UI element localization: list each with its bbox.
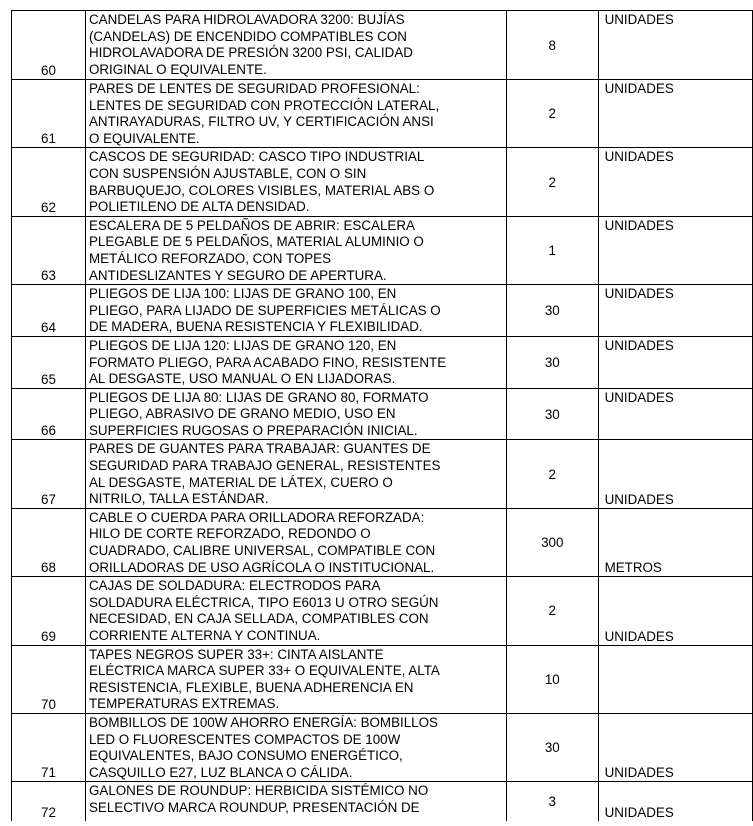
description-line: NECESIDAD, EN CAJA SELLADA, COMPATIBLES CON [88,611,429,627]
description-line: PLIEGO, ABRASIVO DE GRANO MEDIO, USO EN [88,406,396,422]
item-quantity: 3 [506,782,598,821]
description-line: CON SUSPENSIÓN AJUSTABLE, CON O SIN [88,165,367,181]
description-line: GALONES DE ROUNDUP: HERBICIDA SISTÉMICO NO [88,783,429,799]
item-quantity: 2 [506,148,598,216]
description-line: O EQUIVALENTE. [88,130,200,146]
item-unit: UNIDADES [598,11,752,80]
item-number: 70 [12,645,86,713]
description-line: ELÉCTRICA MARCA SUPER 33+ O EQUIVALENTE, ALTA [88,663,440,679]
description-line: TEMPERATURAS EXTREMAS. [88,696,280,712]
description-line: PARES DE LENTES DE SEGURIDAD PROFESIONAL: [88,81,420,96]
item-number: 60 [12,11,86,80]
description-line: EQUIVALENTES, BAJO CONSUMO ENERGÉTICO, [88,748,403,764]
item-quantity: 2 [506,440,598,508]
item-number: 72 [12,782,86,821]
items-table [11,10,753,821]
item-quantity: 2 [506,577,598,645]
table-row [12,285,753,337]
item-description [85,216,506,284]
item-number: 61 [12,80,86,148]
item-description [85,148,506,216]
description-line: CUADRADO, CALIBRE UNIVERSAL, COMPATIBLE CON [88,543,436,559]
item-unit: UNIDADES [598,577,752,645]
item-quantity: 300 [506,508,598,576]
item-number: 63 [12,216,86,284]
item-unit: UNIDADES [598,148,752,216]
table-row [12,782,753,821]
description-line: HILO DE CORTE REFORZADO, REDONDO O [88,526,371,542]
item-quantity: 8 [506,11,598,80]
description-line: (CANDELAS) DE ENCENDIDO COMPATIBLES CON [88,28,407,44]
item-quantity: 30 [506,713,598,781]
item-number: 68 [12,508,86,576]
item-description [85,645,506,713]
description-line: NITRILO, TALLA ESTÁNDAR. [88,491,269,507]
item-quantity: 10 [506,645,598,713]
item-quantity: 2 [506,80,598,148]
description-line: POLIETILENO DE ALTA DENSIDAD. [88,199,310,215]
description-line: METÁLICO REFORZADO, CON TOPES [88,250,332,266]
description-line: ANTIRAYADURAS, FILTRO UV, Y CERTIFICACIÓN ANSI [88,114,434,130]
description-line: CANDELAS PARA HIDROLAVADORA 3200: BUJÍAS [88,12,405,27]
item-description [85,285,506,337]
table-row [12,713,753,781]
table-row [12,216,753,284]
description-line: SUPERFICIES RUGOSAS O PREPARACIÓN INICIAL. [88,422,418,438]
description-line: CORRIENTE ALTERNA Y CONTINUA. [88,628,321,643]
table-row [12,148,753,216]
description-line: SOLDADURA ELÉCTRICA, TIPO E6013 U OTRO SEGÚN [88,594,439,610]
description-line: ORIGINAL O EQUIVALENTE. [88,61,267,77]
item-unit: UNIDADES [598,80,752,148]
table-row [12,80,753,148]
table-row [12,440,753,508]
item-unit: UNIDADES [598,440,752,508]
table-row [12,508,753,576]
item-description [85,388,506,440]
description-line: LENTES DE SEGURIDAD CON PROTECCIÓN LATERAL, [88,97,440,113]
description-line: PLIEGO, PARA LIJADO DE SUPERFICIES METÁLICAS O [88,302,441,318]
description-line: PARES DE GUANTES PARA TRABAJAR: GUANTES DE [88,441,431,457]
description-line: PLEGABLE DE 5 PELDAÑOS, MATERIAL ALUMINIO O [88,234,424,250]
description-line: CASQUILLO E27, LUZ BLANCA O CÁLIDA. [88,764,353,780]
table-row [12,388,753,440]
description-line: PLIEGOS DE LIJA 120: LIJAS DE GRANO 120, EN [88,337,397,353]
table-row [12,645,753,713]
table-row [12,336,753,388]
item-description [85,713,506,781]
description-line: ORILLADORAS DE USO AGRÍCOLA O INSTITUCIONAL. [88,559,435,575]
item-description [85,440,506,508]
item-unit: UNIDADES [598,388,752,440]
item-description [85,80,506,148]
description-line: SEGURIDAD PARA TRABAJO GENERAL, RESISTENTES [88,458,441,474]
item-description [85,508,506,576]
description-line: CASCOS DE SEGURIDAD: CASCO TIPO INDUSTRIAL [88,149,425,165]
item-number: 67 [12,440,86,508]
description-line: ESCALERA DE 5 PELDAÑOS DE ABRIR: ESCALERA [88,217,415,233]
description-line: ANTIDESLIZANTES Y SEGURO DE APERTURA. [88,267,387,283]
item-unit: UNIDADES [598,713,752,781]
description-line: CABLE O CUERDA PARA ORILLADORA REFORZADA: [88,509,425,525]
item-unit: UNIDADES [598,782,752,821]
description-line: DE MADERA, BUENA RESISTENCIA Y FLEXIBILIDAD. [88,319,423,335]
description-line: HIDROLAVADORA DE PRESIÓN 3200 PSI, CALIDAD [88,45,413,61]
item-unit: METROS [598,508,752,576]
description-line: LED O FLUORESCENTES COMPACTOS DE 100W [88,731,401,747]
item-number: 65 [12,336,86,388]
item-unit: UNIDADES [598,216,752,284]
item-quantity: 30 [506,336,598,388]
items-table-body [12,11,753,821]
description-line: RESISTENCIA, FLEXIBLE, BUENA ADHERENCIA EN [88,679,414,695]
table-row [12,11,753,80]
item-number: 62 [12,148,86,216]
item-quantity: 1 [506,216,598,284]
description-line: CAJAS DE SOLDADURA: ELECTRODOS PARA [88,578,381,594]
description-line: BOMBILLOS DE 100W AHORRO ENERGÍA: BOMBILLOS [88,714,438,730]
item-quantity: 30 [506,388,598,440]
description-line: FORMATO PLIEGO, PARA ACABADO FINO, RESISTENTE [88,354,447,370]
item-description [85,577,506,645]
item-number: 69 [12,577,86,645]
description-line: AL DESGASTE, USO MANUAL O EN LIJADORAS. [88,371,396,387]
description-line: TAPES NEGROS SUPER 33+: CINTA AISLANTE [88,646,384,662]
item-number: 66 [12,388,86,440]
description-line: PLIEGOS DE LIJA 100: LIJAS DE GRANO 100, EN [88,286,397,302]
description-line: SELECTIVO MARCA ROUNDUP, PRESENTACIÓN DE [88,799,420,815]
item-unit [598,645,752,713]
item-number: 64 [12,285,86,337]
item-unit: UNIDADES [598,336,752,388]
item-description [85,782,506,821]
item-description [85,336,506,388]
table-row [12,577,753,645]
item-description [85,11,506,80]
description-line: BARBUQUEJO, COLORES VISIBLES, MATERIAL ABS O [88,182,435,198]
item-unit: UNIDADES [598,285,752,337]
item-quantity: 30 [506,285,598,337]
item-number: 71 [12,713,86,781]
description-line: PLIEGOS DE LIJA 80: LIJAS DE GRANO 80, FORMATO [88,389,429,405]
description-line: AL DESGASTE, MATERIAL DE LÁTEX, CUERO O [88,474,393,490]
